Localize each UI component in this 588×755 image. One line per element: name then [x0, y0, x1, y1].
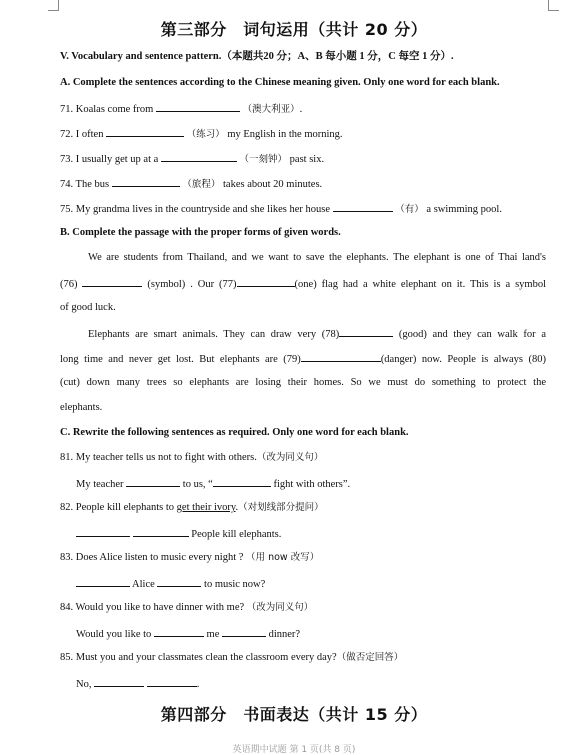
- q72-text: 72. I often: [60, 129, 104, 140]
- q81-hint: （改为同义句）: [256, 452, 324, 463]
- passage-line-5: long time and never get lost. But elephants are (79) (danger) now. People is always (80): [60, 351, 546, 367]
- q83-blank-2[interactable]: [157, 576, 201, 587]
- passage-line-6: (cut) down many trees so elephants are losing their homes. So we must do something to protect the: [60, 377, 546, 388]
- question-71: 71. Koalas come from （澳大利亚）.: [60, 101, 302, 117]
- q81-answer-line: My teacher to us, “ fight with others”.: [76, 476, 350, 492]
- q83-answer-line: Alice to music now?: [76, 576, 265, 592]
- section-v-heading: V. Vocabulary and sentence pattern.（本题共20 分；A、B 每小题 1 分，C 每空 1 分）.: [60, 51, 454, 62]
- q85-blank-1[interactable]: [94, 676, 144, 687]
- q74-text: 74. The bus: [60, 179, 110, 190]
- question-81: [60, 451, 323, 465]
- q83-text: 83. Does Alice listen to music every night ?: [60, 552, 244, 563]
- q75-hint: （有）: [395, 204, 424, 215]
- q72-hint: （练习）: [186, 129, 225, 140]
- q71-hint: （澳大利亚）: [242, 104, 300, 115]
- passage-line-3: of good luck.: [60, 302, 116, 313]
- q83-blank-1[interactable]: [76, 576, 130, 587]
- q84-text: 84. Would you like to have dinner with me?: [60, 602, 245, 613]
- crop-mark-right: [548, 0, 559, 11]
- q75-blank[interactable]: [333, 201, 393, 212]
- crop-mark-left: [48, 0, 59, 11]
- q74-blank[interactable]: [112, 176, 180, 187]
- q82-hint: （对划线部分提问）: [238, 502, 324, 513]
- q85-blank-2[interactable]: [147, 676, 197, 687]
- question-73: 73. I usually get up at a （一刻钟） past six.: [60, 151, 324, 167]
- page-footer: 英语期中试题 第 1 页(共 8 页): [232, 745, 356, 755]
- q83-hint: （用 now 改写）: [246, 552, 320, 563]
- q72-blank[interactable]: [106, 126, 184, 137]
- question-75: 75. My grandma lives in the countryside and she likes her house （有） a swimming pool.: [60, 201, 502, 217]
- q81-blank-1[interactable]: [126, 476, 180, 487]
- passage-line-7: elephants.: [60, 402, 103, 413]
- q85-answer-line: No, .: [76, 676, 199, 692]
- part4-title: 第四部分 书面表达（共计 15 分）: [160, 705, 428, 724]
- passage-line-2: (76) (symbol) . Our (77) (one) flag had a white elephant on it. This is a symbol: [60, 276, 546, 292]
- q82-blank-2[interactable]: [133, 526, 189, 537]
- passage-line-1: We are students from Thailand, and we want to save the elephants. The elephant is one of Thai land's: [88, 252, 546, 263]
- q82-blank-1[interactable]: [76, 526, 130, 537]
- q78-blank[interactable]: [339, 326, 393, 337]
- q73-hint: （一刻钟）: [239, 154, 288, 165]
- q79-blank[interactable]: [301, 351, 381, 362]
- question-82: 82. People kill elephants to get their ivory.（对划线部分提问）: [60, 502, 324, 513]
- q82-underlined: get their ivory: [176, 502, 236, 513]
- q73-blank[interactable]: [161, 151, 237, 162]
- question-72: 72. I often （练习） my English in the morning.: [60, 126, 343, 142]
- section-b-heading: B. Complete the passage with the proper forms of given words.: [60, 227, 341, 238]
- passage-line-4: Elephants are smart animals. They can draw very (78) (good) and they can walk for a: [60, 326, 546, 342]
- q82-text: 82. People kill elephants to: [60, 502, 175, 513]
- q75-text: 75. My grandma lives in the countryside and she likes her house: [60, 204, 331, 215]
- q71-text: 71. Koalas come from: [60, 104, 154, 115]
- q81-blank-2[interactable]: [213, 476, 271, 487]
- question-84: [60, 601, 313, 615]
- question-83: [60, 551, 319, 565]
- q74-hint: （旅程）: [182, 179, 221, 190]
- part3-title: 第三部分 词句运用（共计 20 分）: [160, 20, 428, 39]
- q84-answer-line: Would you like to me dinner?: [76, 626, 300, 642]
- section-a-heading: A. Complete the sentences according to the Chinese meaning given. Only one word for each blank.: [60, 77, 500, 88]
- q84-blank-1[interactable]: [154, 626, 204, 637]
- section-c-heading: C. Rewrite the following sentences as required. Only one word for each blank.: [60, 427, 409, 438]
- q77-blank[interactable]: [237, 276, 295, 287]
- q85-text: 85. Must you and your classmates clean the classroom every day?: [60, 652, 337, 663]
- q76-blank[interactable]: [82, 276, 142, 287]
- q84-blank-2[interactable]: [222, 626, 266, 637]
- q82-answer-line: People kill elephants.: [76, 526, 281, 542]
- q71-blank[interactable]: [156, 101, 240, 112]
- q85-hint: （做否定回答）: [336, 652, 404, 663]
- q81-text: 81. My teacher tells us not to fight with others.: [60, 452, 257, 463]
- question-85: [60, 651, 403, 665]
- q73-text: 73. I usually get up at a: [60, 154, 159, 165]
- q84-hint: （改为同义句）: [246, 602, 314, 613]
- question-74: 74. The bus （旅程） takes about 20 minutes.: [60, 176, 322, 192]
